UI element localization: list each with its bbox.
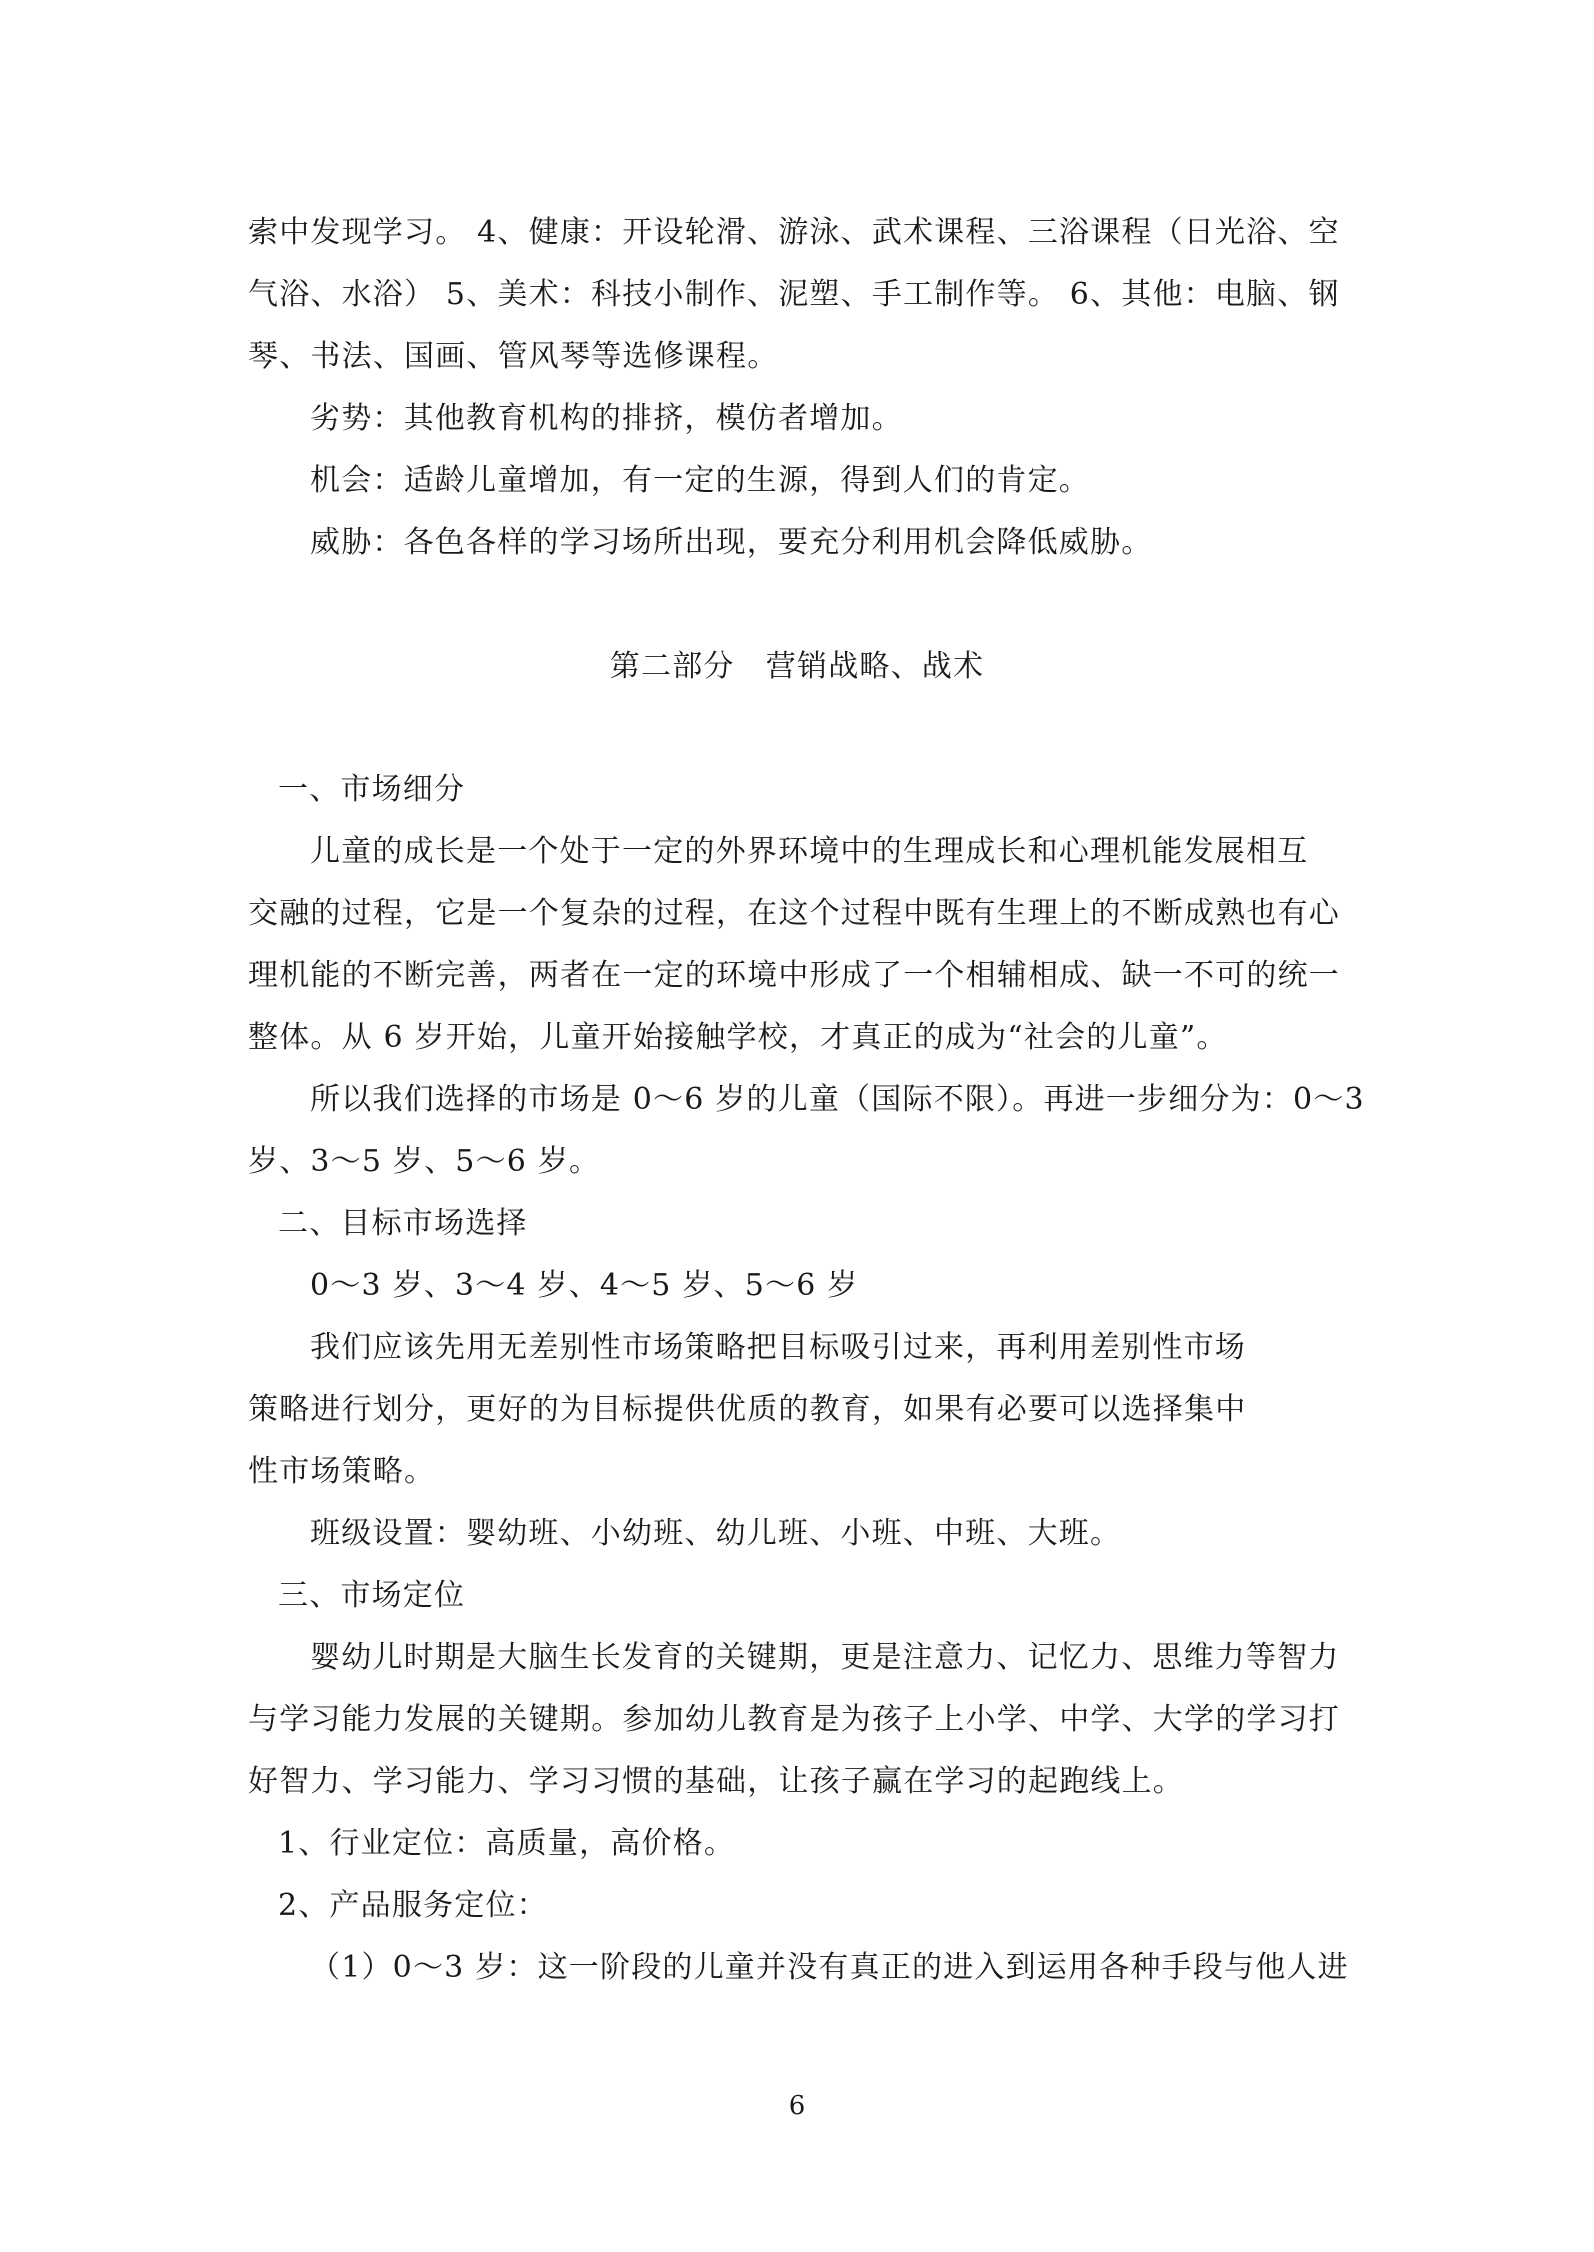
body-text-line: 婴幼儿时期是大脑生长发育的关键期，更是注意力、记忆力、思维力等智力: [310, 1640, 1340, 1675]
body-text-line: 琴、书法、国画、管风琴等选修课程。: [248, 339, 779, 374]
target-age-groups: 0～3 岁、3～4 岁、4～5 岁、5～6 岁: [310, 1268, 859, 1303]
body-text-line: 策略进行划分，更好的为目标提供优质的教育，如果有必要可以选择集中: [248, 1392, 1247, 1427]
body-text-line: 索中发现学习。 4、健康：开设轮滑、游泳、武术课程、三浴课程（日光浴、空: [248, 215, 1340, 250]
list-item-industry-positioning: 1、行业定位：高质量，高价格。: [278, 1826, 736, 1861]
body-text-line: 交融的过程，它是一个复杂的过程，在这个过程中既有生理上的不断成熟也有心: [248, 896, 1340, 931]
body-text-line: 岁、3～5 岁、5～6 岁。: [248, 1144, 601, 1179]
page-number: 6: [788, 2091, 806, 2121]
class-settings: 班级设置：婴幼班、小幼班、幼儿班、小班、中班、大班。: [310, 1516, 1122, 1551]
section-heading-market-positioning: 三、市场定位: [278, 1578, 466, 1613]
swot-opportunity: 机会：适龄儿童增加，有一定的生源，得到人们的肯定。: [310, 463, 1090, 498]
body-text-line: 与学习能力发展的关键期。参加幼儿教育是为孩子上小学、中学、大学的学习打: [248, 1702, 1340, 1737]
sub-list-item: （1）0～3 岁：这一阶段的儿童并没有真正的进入到运用各种手段与他人进: [310, 1950, 1349, 1985]
section-heading-market-segmentation: 一、市场细分: [278, 772, 466, 807]
body-text-line: 理机能的不断完善，两者在一定的环境中形成了一个相辅相成、缺一不可的统一: [248, 958, 1340, 993]
body-text-line: 整体。从 6 岁开始，儿童开始接触学校，才真正的成为“社会的儿童”。: [248, 1020, 1228, 1055]
swot-threat: 威胁：各色各样的学习场所出现，要充分利用机会降低威胁。: [310, 525, 1153, 560]
body-text-line: 儿童的成长是一个处于一定的外界环境中的生理成长和心理机能发展相互: [310, 834, 1309, 869]
list-item-product-positioning: 2、产品服务定位：: [278, 1888, 548, 1923]
section-title: 第二部分 营销战略、战术: [609, 649, 985, 684]
swot-weakness: 劣势：其他教育机构的排挤，模仿者增加。: [310, 401, 903, 436]
body-text-line: 所以我们选择的市场是 0～6 岁的儿童（国际不限）。再进一步细分为：0～3: [310, 1082, 1365, 1117]
body-text-line: 好智力、学习能力、学习习惯的基础，让孩子赢在学习的起跑线上。: [248, 1764, 1184, 1799]
body-text-line: 性市场策略。: [248, 1454, 436, 1489]
body-text-line: 气浴、水浴） 5、美术：科技小制作、泥塑、手工制作等。 6、其他：电脑、钢: [248, 277, 1340, 312]
body-text-line: 我们应该先用无差别性市场策略把目标吸引过来，再利用差别性市场: [310, 1330, 1246, 1365]
section-heading-target-market: 二、目标市场选择: [278, 1206, 528, 1241]
